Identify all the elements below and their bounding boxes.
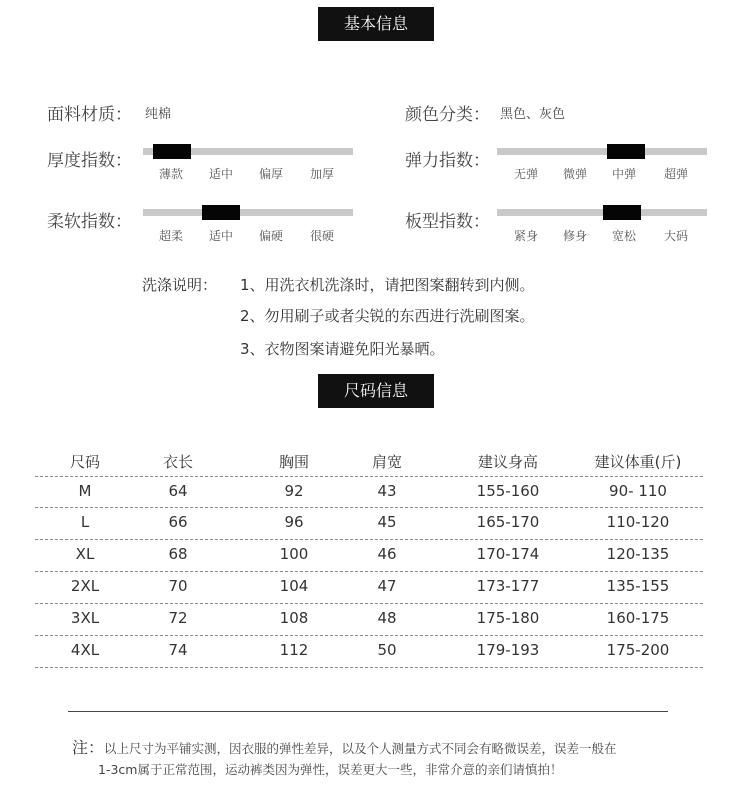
header-size: 尺码 [69, 453, 100, 471]
row-divider [35, 571, 703, 572]
cell-height: 175-180 [476, 609, 540, 627]
cell-chest: 108 [279, 609, 309, 627]
elasticity-option: 微弹 [562, 167, 587, 181]
cell-weight: 120-135 [606, 545, 670, 563]
softness-track [143, 209, 353, 216]
cell-shoulder: 48 [377, 609, 397, 627]
size-info-banner [318, 374, 434, 408]
cell-weight: 110-120 [606, 513, 670, 531]
table-row [0, 513, 750, 537]
washing-line: 3、衣物图案请避免阳光暴晒。 [240, 340, 445, 358]
note-line-2: 1-3cm属于正常范围，运动裤类因为弹性，误差更大一些，非常介意的亲们请慎拍！ [98, 762, 563, 777]
cell-size: 4XL [70, 641, 100, 659]
fabric-value: 纯棉 [145, 107, 172, 122]
cell-size: XL [75, 545, 95, 563]
cell-length: 74 [168, 641, 188, 659]
table-row [0, 609, 750, 633]
fit-option: 宽松 [611, 229, 636, 243]
elasticity-option: 无弹 [513, 167, 538, 181]
cell-height: 170-174 [476, 545, 540, 563]
thickness-option: 加厚 [309, 167, 334, 181]
washing-label: 洗涤说明： [142, 276, 218, 294]
fit-option: 紧身 [513, 229, 538, 243]
basic-info-banner [318, 7, 434, 41]
cell-length: 64 [168, 482, 188, 500]
basic-info-title: 基本信息 [343, 14, 408, 33]
washing-line: 2、勿用刷子或者尖锐的东西进行洗刷图案。 [240, 307, 535, 325]
header-weight: 建议体重(斤) [594, 453, 682, 471]
softness-option: 很硬 [309, 229, 334, 243]
softness-option: 超柔 [158, 229, 183, 243]
elasticity-option: 超弹 [663, 167, 688, 181]
cell-shoulder: 47 [377, 577, 397, 595]
table-row [0, 641, 750, 665]
fit-option: 修身 [562, 229, 587, 243]
size-note [72, 735, 617, 758]
cell-weight: 175-200 [606, 641, 670, 659]
cell-weight: 90- 110 [609, 482, 667, 500]
cell-shoulder: 45 [377, 513, 397, 531]
softness-marker [202, 205, 240, 220]
cell-chest: 112 [279, 641, 309, 659]
cell-shoulder: 43 [377, 482, 397, 500]
color-value: 黑色、灰色 [500, 107, 566, 122]
cell-length: 70 [168, 577, 188, 595]
thickness-option: 适中 [208, 167, 233, 181]
row-divider [35, 539, 703, 540]
cell-size: 2XL [70, 577, 100, 595]
cell-length: 72 [168, 609, 188, 627]
cell-chest: 104 [279, 577, 309, 595]
fit-label: 板型指数： [405, 212, 490, 232]
cell-shoulder: 46 [377, 545, 397, 563]
table-row [0, 482, 750, 506]
note-prefix: 注： [72, 738, 105, 757]
elasticity-option: 中弹 [611, 167, 636, 181]
cell-chest: 92 [284, 482, 304, 500]
cell-height: 155-160 [476, 482, 540, 500]
elasticity-label: 弹力指数： [405, 151, 490, 171]
row-divider [35, 635, 703, 636]
header-chest: 胸围 [278, 453, 309, 471]
washing-line: 1、用洗衣机洗涤时，请把图案翻转到内侧。 [240, 276, 535, 294]
thickness-option: 薄款 [158, 167, 183, 181]
cell-height: 165-170 [476, 513, 540, 531]
softness-label: 柔软指数： [47, 212, 132, 232]
row-divider [35, 667, 703, 668]
thickness-label: 厚度指数： [47, 151, 132, 171]
thickness-option: 偏厚 [258, 167, 283, 181]
cell-shoulder: 50 [377, 641, 397, 659]
size-info-title: 尺码信息 [343, 381, 408, 400]
cell-chest: 100 [279, 545, 309, 563]
elasticity-marker [607, 144, 645, 159]
color-label: 颜色分类： [405, 105, 490, 125]
cell-size: M [78, 482, 92, 500]
row-divider [35, 603, 703, 604]
table-header [0, 451, 750, 475]
cell-weight: 135-155 [606, 577, 670, 595]
cell-length: 68 [168, 545, 188, 563]
softness-option: 适中 [208, 229, 233, 243]
cell-height: 179-193 [476, 641, 540, 659]
header-length: 衣长 [162, 453, 193, 471]
cell-chest: 96 [284, 513, 304, 531]
elasticity-track [497, 148, 707, 155]
table-row [0, 577, 750, 601]
softness-option: 偏硬 [258, 229, 283, 243]
cell-size: 3XL [70, 609, 100, 627]
note-line-1: 以上尺寸为平铺实测，因衣服的弹性差异，以及个人测量方式不同会有略微误差，误差一般在 [104, 741, 617, 756]
fit-option: 大码 [663, 229, 688, 243]
fabric-label: 面料材质： [47, 105, 132, 125]
row-divider [35, 507, 703, 508]
row-divider [35, 476, 703, 477]
cell-height: 173-177 [476, 577, 540, 595]
header-shoulder: 肩宽 [371, 453, 402, 471]
cell-size: L [80, 513, 90, 531]
note-separator [68, 711, 668, 712]
thickness-marker [153, 144, 191, 159]
table-row [0, 545, 750, 569]
fit-track [497, 209, 707, 216]
cell-weight: 160-175 [606, 609, 670, 627]
fit-marker [603, 205, 641, 220]
header-height: 建议身高 [477, 453, 538, 471]
cell-length: 66 [168, 513, 188, 531]
